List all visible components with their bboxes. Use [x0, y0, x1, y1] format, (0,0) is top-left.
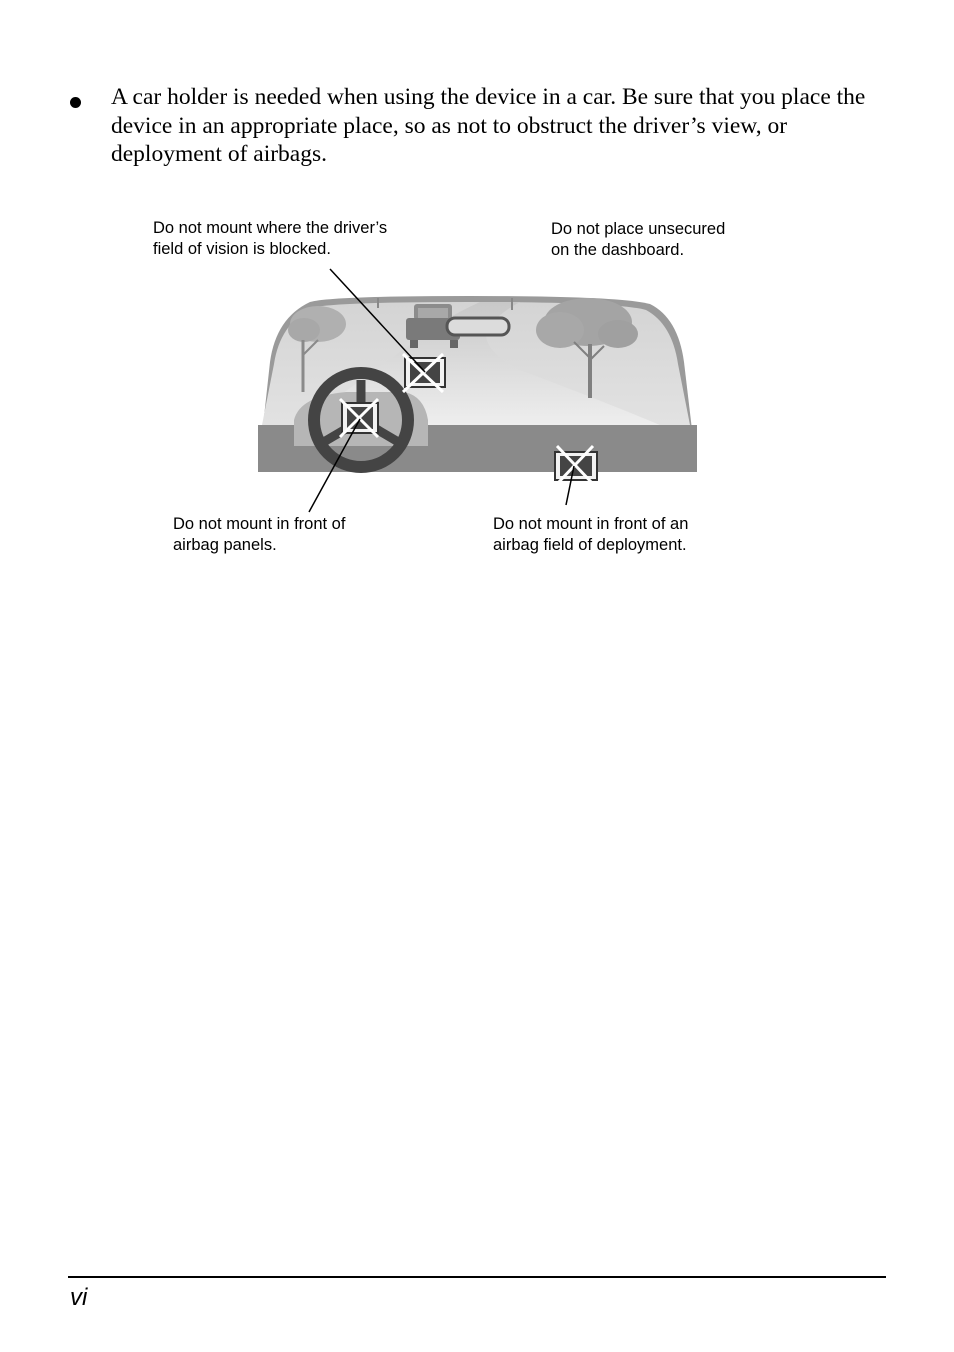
- device-dashboard-crossed-icon: [555, 446, 597, 484]
- callout-field-of-vision: Do not mount where the driver’s field of vision is blocked.: [153, 219, 388, 258]
- callout-airbag-deployment: Do not mount in front of an airbag field of deployment.: [493, 515, 689, 554]
- car-mount-illustration: [0, 0, 954, 620]
- device-windshield-crossed-icon: [403, 354, 445, 392]
- device-wheel-crossed-icon: [340, 399, 378, 437]
- callout-airbag-panels: Do not mount in front of airbag panels.: [173, 515, 346, 554]
- bullet-paragraph: A car holder is needed when using the device in a car. Be sure that you place the device in an appropriate place, so as not to obstruct the driver’s view, or deployment of airbags.: [111, 84, 866, 167]
- windshield-diagram: [0, 0, 954, 620]
- callout-dashboard: Do not place unsecured on the dashboard.: [551, 220, 726, 259]
- page-number: vi: [70, 1284, 88, 1311]
- rearview-mirror: [447, 318, 509, 335]
- footer-rule: [68, 1276, 886, 1278]
